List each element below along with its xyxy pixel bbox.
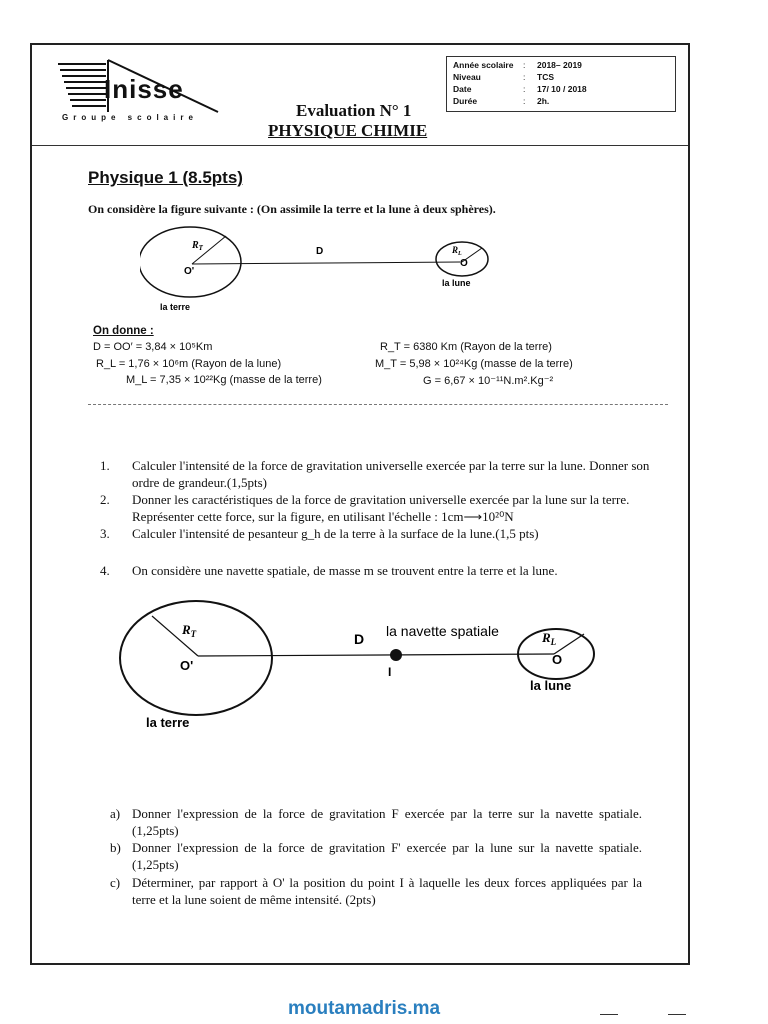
subquestion-a	[110, 805, 650, 839]
given-item: M_T = 5,98 × 10²⁴Kg (masse de la terre)	[375, 358, 573, 370]
question-text: Calculer l'intensité de la force de gravitation universelle exercée par la terre sur la lune. Donner son ordre de grandeur.(1,5pts)	[132, 458, 650, 490]
info-row: Niveau : TCS	[453, 72, 554, 82]
section-title: Physique 1 (8.5pts)	[88, 168, 243, 187]
earth-radius-label: $R_T$	[192, 240, 203, 252]
moon-label: la lune	[442, 278, 471, 288]
info-value: TCS	[537, 72, 554, 82]
earth-label: la terre	[160, 302, 191, 312]
subquestion-number: c)	[110, 875, 121, 890]
question-number: 4.	[100, 563, 110, 578]
figure-shuttle	[118, 598, 618, 738]
given-item: R_T = 6380 Km (Rayon de la terre)	[380, 341, 552, 353]
moon-label: la lune	[530, 678, 572, 693]
question-number: 3.	[100, 526, 110, 541]
question-number: 2.	[100, 492, 110, 507]
intro-text: On considère la figure suivante : (On assimile la terre et la lune à deux sphères).	[88, 202, 496, 216]
given-item: G = 6,67 × 10⁻¹¹N.m².Kg⁻²	[423, 375, 554, 387]
moon-center-label: O	[552, 652, 563, 667]
footer-dash	[668, 1014, 686, 1015]
exam-title: Evaluation N° 1	[296, 101, 412, 120]
moon-radius-label: $R_L$	[542, 630, 557, 647]
earth-label: la terre	[146, 715, 190, 730]
earth-circle	[120, 601, 272, 715]
given-heading: On donne :	[93, 325, 154, 337]
shuttle-label: la navette spatiale	[386, 623, 499, 639]
info-row: Durée : 2h.	[453, 96, 550, 106]
moon-radius-line	[554, 634, 584, 654]
earth-center-label: O'	[184, 266, 195, 277]
subquestion-number: a)	[110, 806, 121, 821]
given-item: M_L = 7,35 × 10²²Kg (masse de la terre)	[126, 374, 322, 386]
distance-label: D	[354, 631, 365, 647]
subquestion-text: Donner l'expression de la force de gravitation F' exercée par la lune sur la navette spatiale. (1,25pts)	[132, 840, 642, 872]
header-divider	[32, 145, 688, 146]
info-value: 2h.	[537, 96, 550, 106]
given-item: D = OO′ = 3,84 × 10⁵Km	[93, 341, 213, 353]
info-row: Année scolaire : 2018– 2019	[453, 60, 582, 70]
subquestion-c	[110, 874, 650, 908]
earth-center-label: O'	[180, 658, 194, 673]
given-item: R_L = 1,76 × 10⁶m (Rayon de la lune)	[96, 358, 282, 370]
subquestion-text: Déterminer, par rapport à O' la position du point I à laquelle les deux forces appliquées par la terre et la lune soient de même intensité. (2pts)	[132, 875, 642, 907]
footer-watermark: moutamadris.ma	[288, 998, 441, 1019]
exam-info-box	[446, 56, 676, 112]
info-value: 17/ 10 / 2018	[537, 84, 587, 94]
question-1	[100, 457, 660, 491]
subquestion-text: Donner l'expression de la force de gravitation F exercée par la terre sur la navette spatiale. (1,25pts)	[132, 806, 642, 838]
exam-subject: PHYSIQUE CHIMIE	[268, 121, 428, 140]
question-2	[100, 491, 660, 525]
point-label: I	[388, 665, 392, 679]
info-value: 2018– 2019	[537, 60, 582, 70]
distance-line	[198, 654, 554, 656]
earth-circle	[140, 227, 241, 297]
info-label: Date	[453, 84, 472, 94]
question-4	[100, 562, 660, 579]
footer-dash	[600, 1014, 618, 1015]
info-label: Durée	[453, 96, 478, 106]
logo-name: Inisse	[104, 74, 184, 104]
question-text: Calculer l'intensité de pesanteur g_h de la terre à la surface de la lune.(1,5 pts)	[132, 526, 539, 541]
figure-earth-moon	[140, 224, 500, 320]
distance-line	[192, 262, 460, 264]
subquestion-b	[110, 839, 650, 873]
question-text: On considère une navette spatiale, de masse m se trouvent entre la terre et la lune.	[132, 563, 558, 578]
subquestion-number: b)	[110, 840, 121, 855]
question-3	[100, 525, 660, 542]
info-label: Année scolaire	[453, 60, 514, 70]
moon-center-label: O	[460, 258, 468, 269]
distance-label: D	[316, 246, 324, 257]
earth-radius-label: $R_T$	[182, 622, 197, 639]
logo-subtitle: Groupe scolaire	[62, 113, 198, 122]
separator	[88, 404, 668, 405]
info-row: Date : 17/ 10 / 2018	[453, 84, 587, 94]
question-text: Donner les caractéristiques de la force de gravitation universelle exercée par la lune sur la terre. Représenter cette force, sur la figure, en utilisant l'échelle : 1cm⟶10²⁰N	[132, 492, 630, 524]
info-label: Niveau	[453, 72, 481, 82]
question-number: 1.	[100, 458, 110, 473]
shuttle-point	[390, 649, 402, 661]
moon-radius-label: $R_L$	[452, 245, 462, 257]
school-logo	[56, 58, 226, 128]
